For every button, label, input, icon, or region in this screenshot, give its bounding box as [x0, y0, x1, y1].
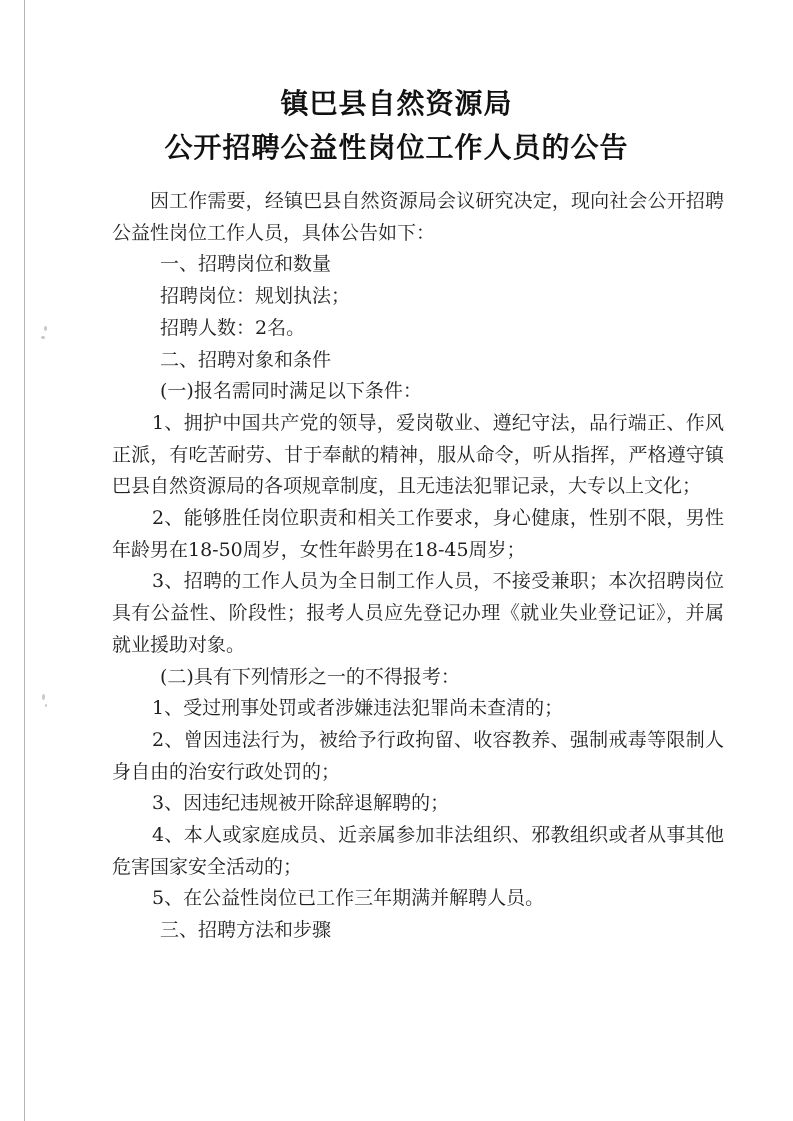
- document-title-line1: 镇巴县自然资源局: [280, 87, 513, 120]
- scan-margin-line: [24, 0, 25, 1121]
- exclusion-item-5: 5、在公益性岗位已工作三年期满并解聘人员。: [152, 887, 545, 910]
- scan-speck: [44, 326, 47, 331]
- exclusion-item-4: 4、本人或家庭成员、近亲属参加非法组织、邪教组织或者从事其他危害国家安全活动的；: [112, 824, 724, 878]
- section1-heading: 一、招聘岗位和数量: [160, 253, 332, 276]
- document-body: [112, 186, 724, 947]
- scan-speck: [42, 694, 45, 700]
- scan-speck: [45, 704, 47, 707]
- sub1-heading: (一)报名需同时满足以下条件：: [160, 380, 422, 403]
- exclusion-item-3: 3、因违纪违规被开除辞退解聘的；: [152, 792, 450, 815]
- count-line: 招聘人数：2名。: [160, 316, 306, 339]
- intro-paragraph: 因工作需要，经镇巴县自然资源局会议研究决定，现向社会公开招聘公益性岗位工作人员，具体公告如下：: [112, 190, 724, 244]
- sub2-heading: (二)具有下列情形之一的不得报考：: [160, 665, 460, 688]
- exclusion-item-2: 2、曾因违法行为，被给予行政拘留、收容教养、强制戒毒等限制人身自由的治安行政处罚的；: [112, 728, 724, 783]
- condition-item-2: 2、能够胜任岗位职责和相关工作要求，身心健康，性别不限，男性年龄男在18-50周岁，女性年龄男在18-45周岁；: [112, 507, 724, 561]
- exclusion-item-1: 1、受过刑事处罚或者涉嫌违法犯罪尚未查清的；: [152, 697, 564, 720]
- condition-item-1: 1、拥护中国共产党的领导，爱岗敬业、遵纪守法，品行端正、作风正派，有吃苦耐劳、甘于奉献的精神，服从命令，听从指挥，严格遵守镇巴县自然资源局的各项规章制度，且无违法犯罪记录，大专以上文化；: [112, 411, 724, 498]
- scan-speck: [41, 336, 45, 339]
- section2-heading: 二、招聘对象和条件: [160, 348, 332, 371]
- section3-heading: 三、招聘方法和步骤: [160, 919, 332, 942]
- condition-item-3: 3、招聘的工作人员为全日制工作人员，不接受兼职；本次招聘岗位具有公益性、阶段性；报考人员应先登记办理《就业失业登记证》，并属就业援助对象。: [112, 570, 724, 656]
- document-title-line2: 公开招聘公益性岗位工作人员的公告: [164, 131, 629, 164]
- position-line: 招聘岗位：规划执法；: [160, 285, 351, 308]
